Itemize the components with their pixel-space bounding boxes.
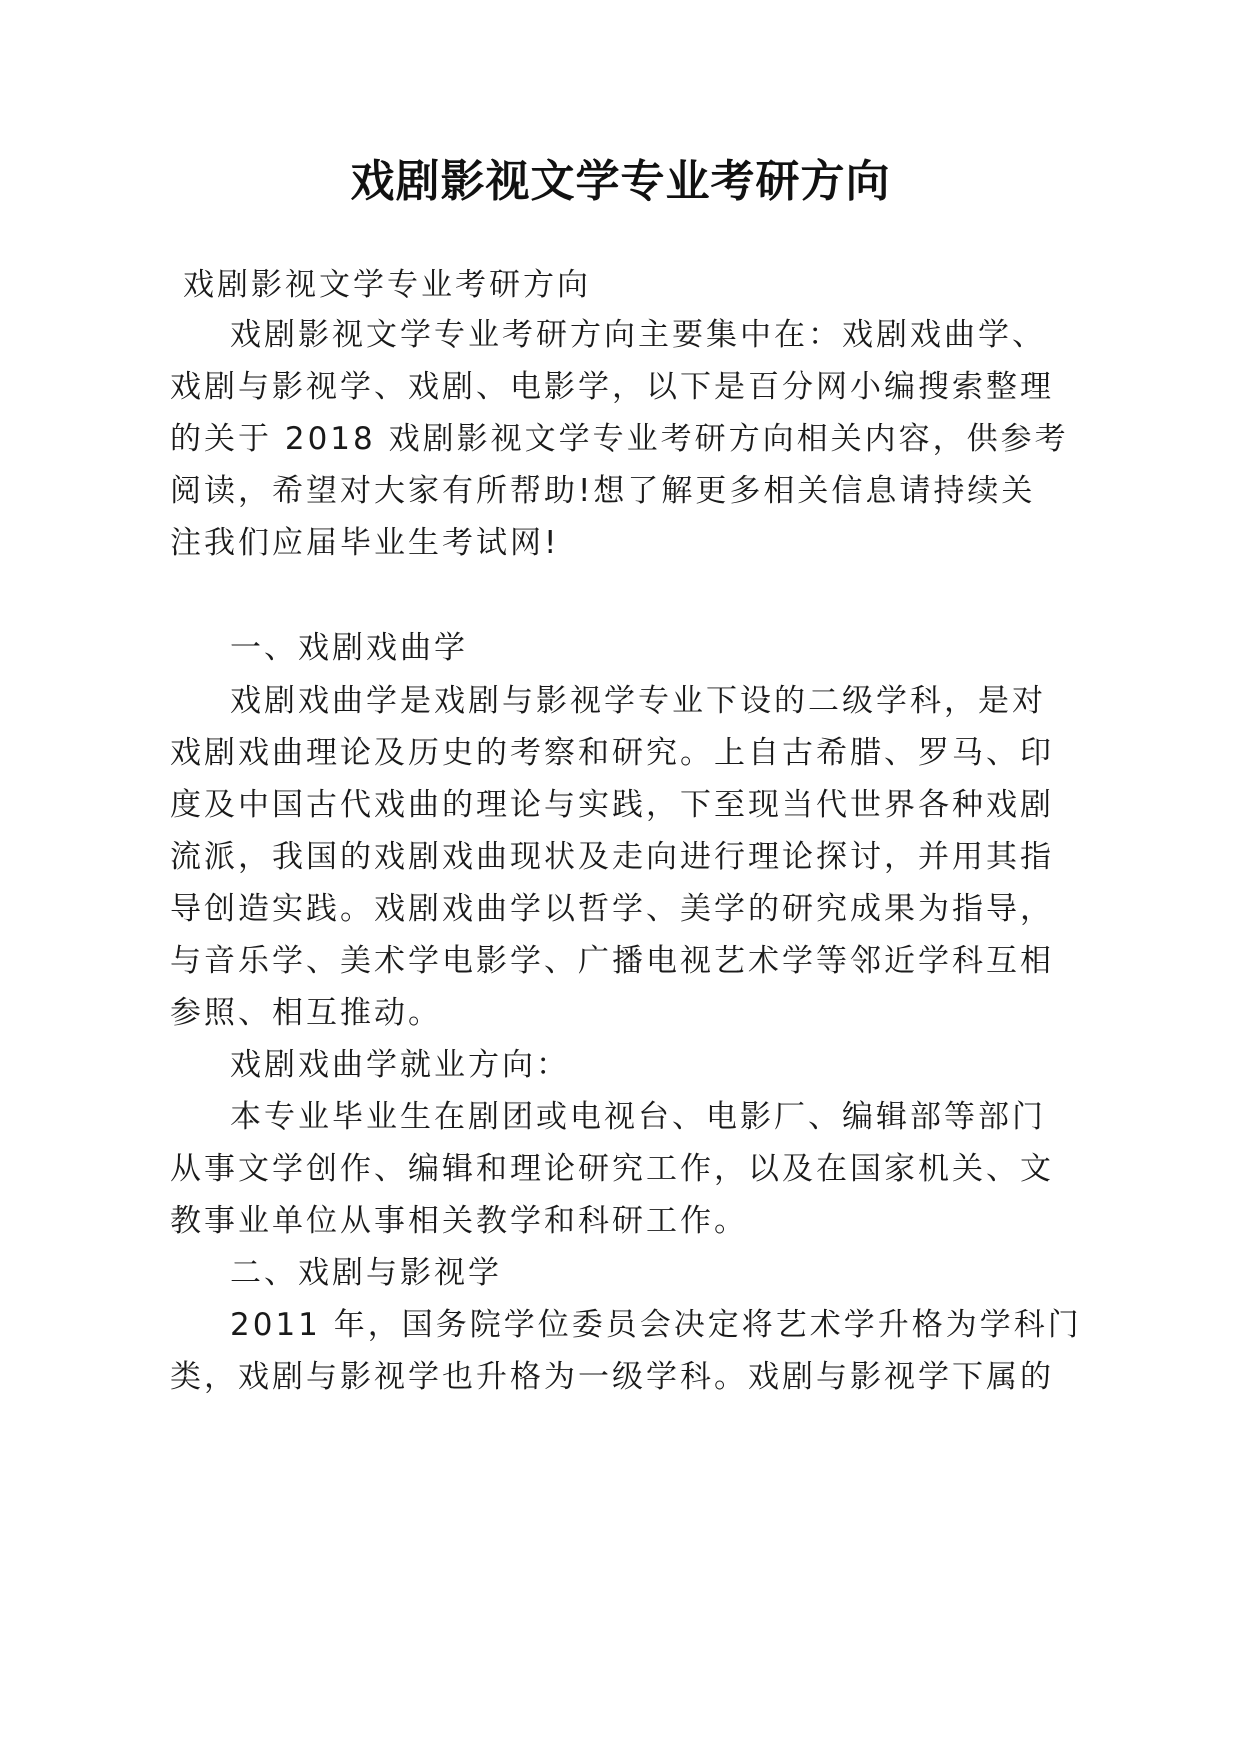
section-heading: 二、戏剧与影视学 xyxy=(230,1255,502,1291)
paragraph-line: 2011 年，国务院学位委员会决定将艺术学升格为学科门 xyxy=(230,1307,1082,1343)
paragraph-line: 戏剧与影视学、戏剧、电影学，以下是百分网小编搜索整理 xyxy=(170,369,1054,405)
paragraph-line: 流派，我国的戏剧戏曲现状及走向进行理论探讨，并用其指 xyxy=(170,839,1054,875)
paragraph-line: 教事业单位从事相关教学和科研工作。 xyxy=(170,1203,748,1239)
paragraph-line: 导创造实践。戏剧戏曲学以哲学、美学的研究成果为指导， xyxy=(170,891,1054,927)
section-heading: 一、戏剧戏曲学 xyxy=(230,630,468,666)
paragraph-line: 的关于 2018 戏剧影视文学专业考研方向相关内容，供参考 xyxy=(170,421,1069,457)
paragraph-line: 注我们应届毕业生考试网! xyxy=(170,525,560,561)
paragraph-line: 类，戏剧与影视学也升格为一级学科。戏剧与影视学下属的 xyxy=(170,1359,1054,1395)
paragraph-line: 参照、相互推动。 xyxy=(170,995,442,1031)
paragraph-line: 阅读，希望对大家有所帮助!想了解更多相关信息请持续关 xyxy=(170,473,1036,509)
paragraph-line: 戏剧戏曲学是戏剧与影视学专业下设的二级学科，是对 xyxy=(230,683,1046,719)
document-title: 戏剧影视文学专业考研方向 xyxy=(350,156,891,207)
paragraph-line: 度及中国古代戏曲的理论与实践，下至现当代世界各种戏剧 xyxy=(170,787,1054,823)
subtitle-line: 戏剧影视文学专业考研方向 xyxy=(183,267,591,303)
paragraph-line: 戏剧戏曲学就业方向： xyxy=(230,1047,570,1083)
paragraph-line: 本专业毕业生在剧团或电视台、电影厂、编辑部等部门 xyxy=(230,1099,1046,1135)
paragraph-line: 与音乐学、美术学电影学、广播电视艺术学等邻近学科互相 xyxy=(170,943,1054,979)
paragraph-line: 从事文学创作、编辑和理论研究工作，以及在国家机关、文 xyxy=(170,1151,1054,1187)
paragraph-line: 戏剧戏曲理论及历史的考察和研究。上自古希腊、罗马、印 xyxy=(170,735,1054,771)
paragraph-line: 戏剧影视文学专业考研方向主要集中在：戏剧戏曲学、 xyxy=(230,317,1046,353)
